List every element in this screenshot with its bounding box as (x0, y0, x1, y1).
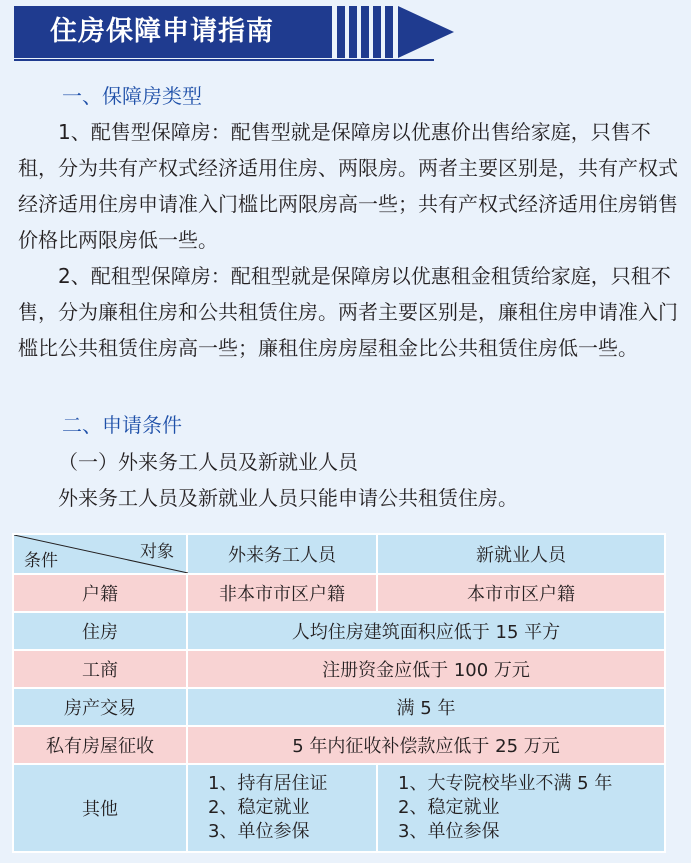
section1-heading: 一、保障房类型 (62, 84, 202, 108)
list-item: 2、稳定就业 (208, 797, 310, 818)
corner-label-object: 对象 (140, 542, 174, 562)
header-underline (14, 59, 434, 61)
cell-list (377, 764, 665, 852)
table-row (13, 574, 665, 612)
table-row (13, 764, 665, 852)
table-row (13, 726, 665, 764)
cell: 人均住房建筑面积应低于 15 平方 (187, 612, 665, 650)
row-label: 住房 (13, 612, 187, 650)
col-header-new-employee: 新就业人员 (377, 534, 665, 574)
corner-label-condition: 条件 (24, 551, 58, 571)
list-item: 1、持有居住证 (208, 773, 328, 794)
cell: 5 年内征收补偿款应低于 25 万元 (187, 726, 665, 764)
table-corner-cell (13, 534, 187, 574)
arrow-icon (398, 6, 454, 58)
section2-sub: （一）外来务工人员及新就业人员 (58, 450, 358, 474)
row-label: 其他 (13, 764, 187, 852)
page-header (14, 6, 484, 61)
table-row (13, 612, 665, 650)
section1-para2: 2、配租型保障房：配租型就是保障房以优惠租金租赁给家庭，只租不售，分为廉租住房和公共租赁住房。两者主要区别是，廉租住房申请准入门槛比公共租赁住房高一些；廉租住房房屋租金比公共租赁住房低一些。 (18, 264, 678, 360)
cell: 本市市区户籍 (377, 574, 665, 612)
row-label: 工商 (13, 650, 187, 688)
conditions-table (12, 533, 666, 853)
section2-text: 外来务工人员及新就业人员只能申请公共租赁住房。 (58, 486, 518, 510)
table-row (13, 650, 665, 688)
cell: 满 5 年 (187, 688, 665, 726)
section1-para1: 1、配售型保障房：配售型就是保障房以优惠价出售给家庭，只售不租，分为共有产权式经济适用住房、两限房。两者主要区别是，共有产权式经济适用住房申请准入门槛比两限房高一些；共有产权式经济适用住房销售价格比两限房低一些。 (18, 120, 678, 252)
row-label: 房产交易 (13, 688, 187, 726)
cell: 非本市市区户籍 (187, 574, 377, 612)
table-row (13, 688, 665, 726)
list-item: 2、稳定就业 (398, 797, 500, 818)
cell-list (187, 764, 377, 852)
row-label: 私有房屋征收 (13, 726, 187, 764)
list-item: 3、单位参保 (208, 821, 310, 842)
col-header-migrant: 外来务工人员 (187, 534, 377, 574)
section2-heading: 二、申请条件 (62, 413, 182, 437)
page-title: 住房保障申请指南 (14, 6, 332, 58)
list-item: 1、大专院校毕业不满 5 年 (398, 773, 613, 794)
table-header-row (13, 534, 665, 574)
row-label: 户籍 (13, 574, 187, 612)
cell: 注册资金应低于 100 万元 (187, 650, 665, 688)
list-item: 3、单位参保 (398, 821, 500, 842)
